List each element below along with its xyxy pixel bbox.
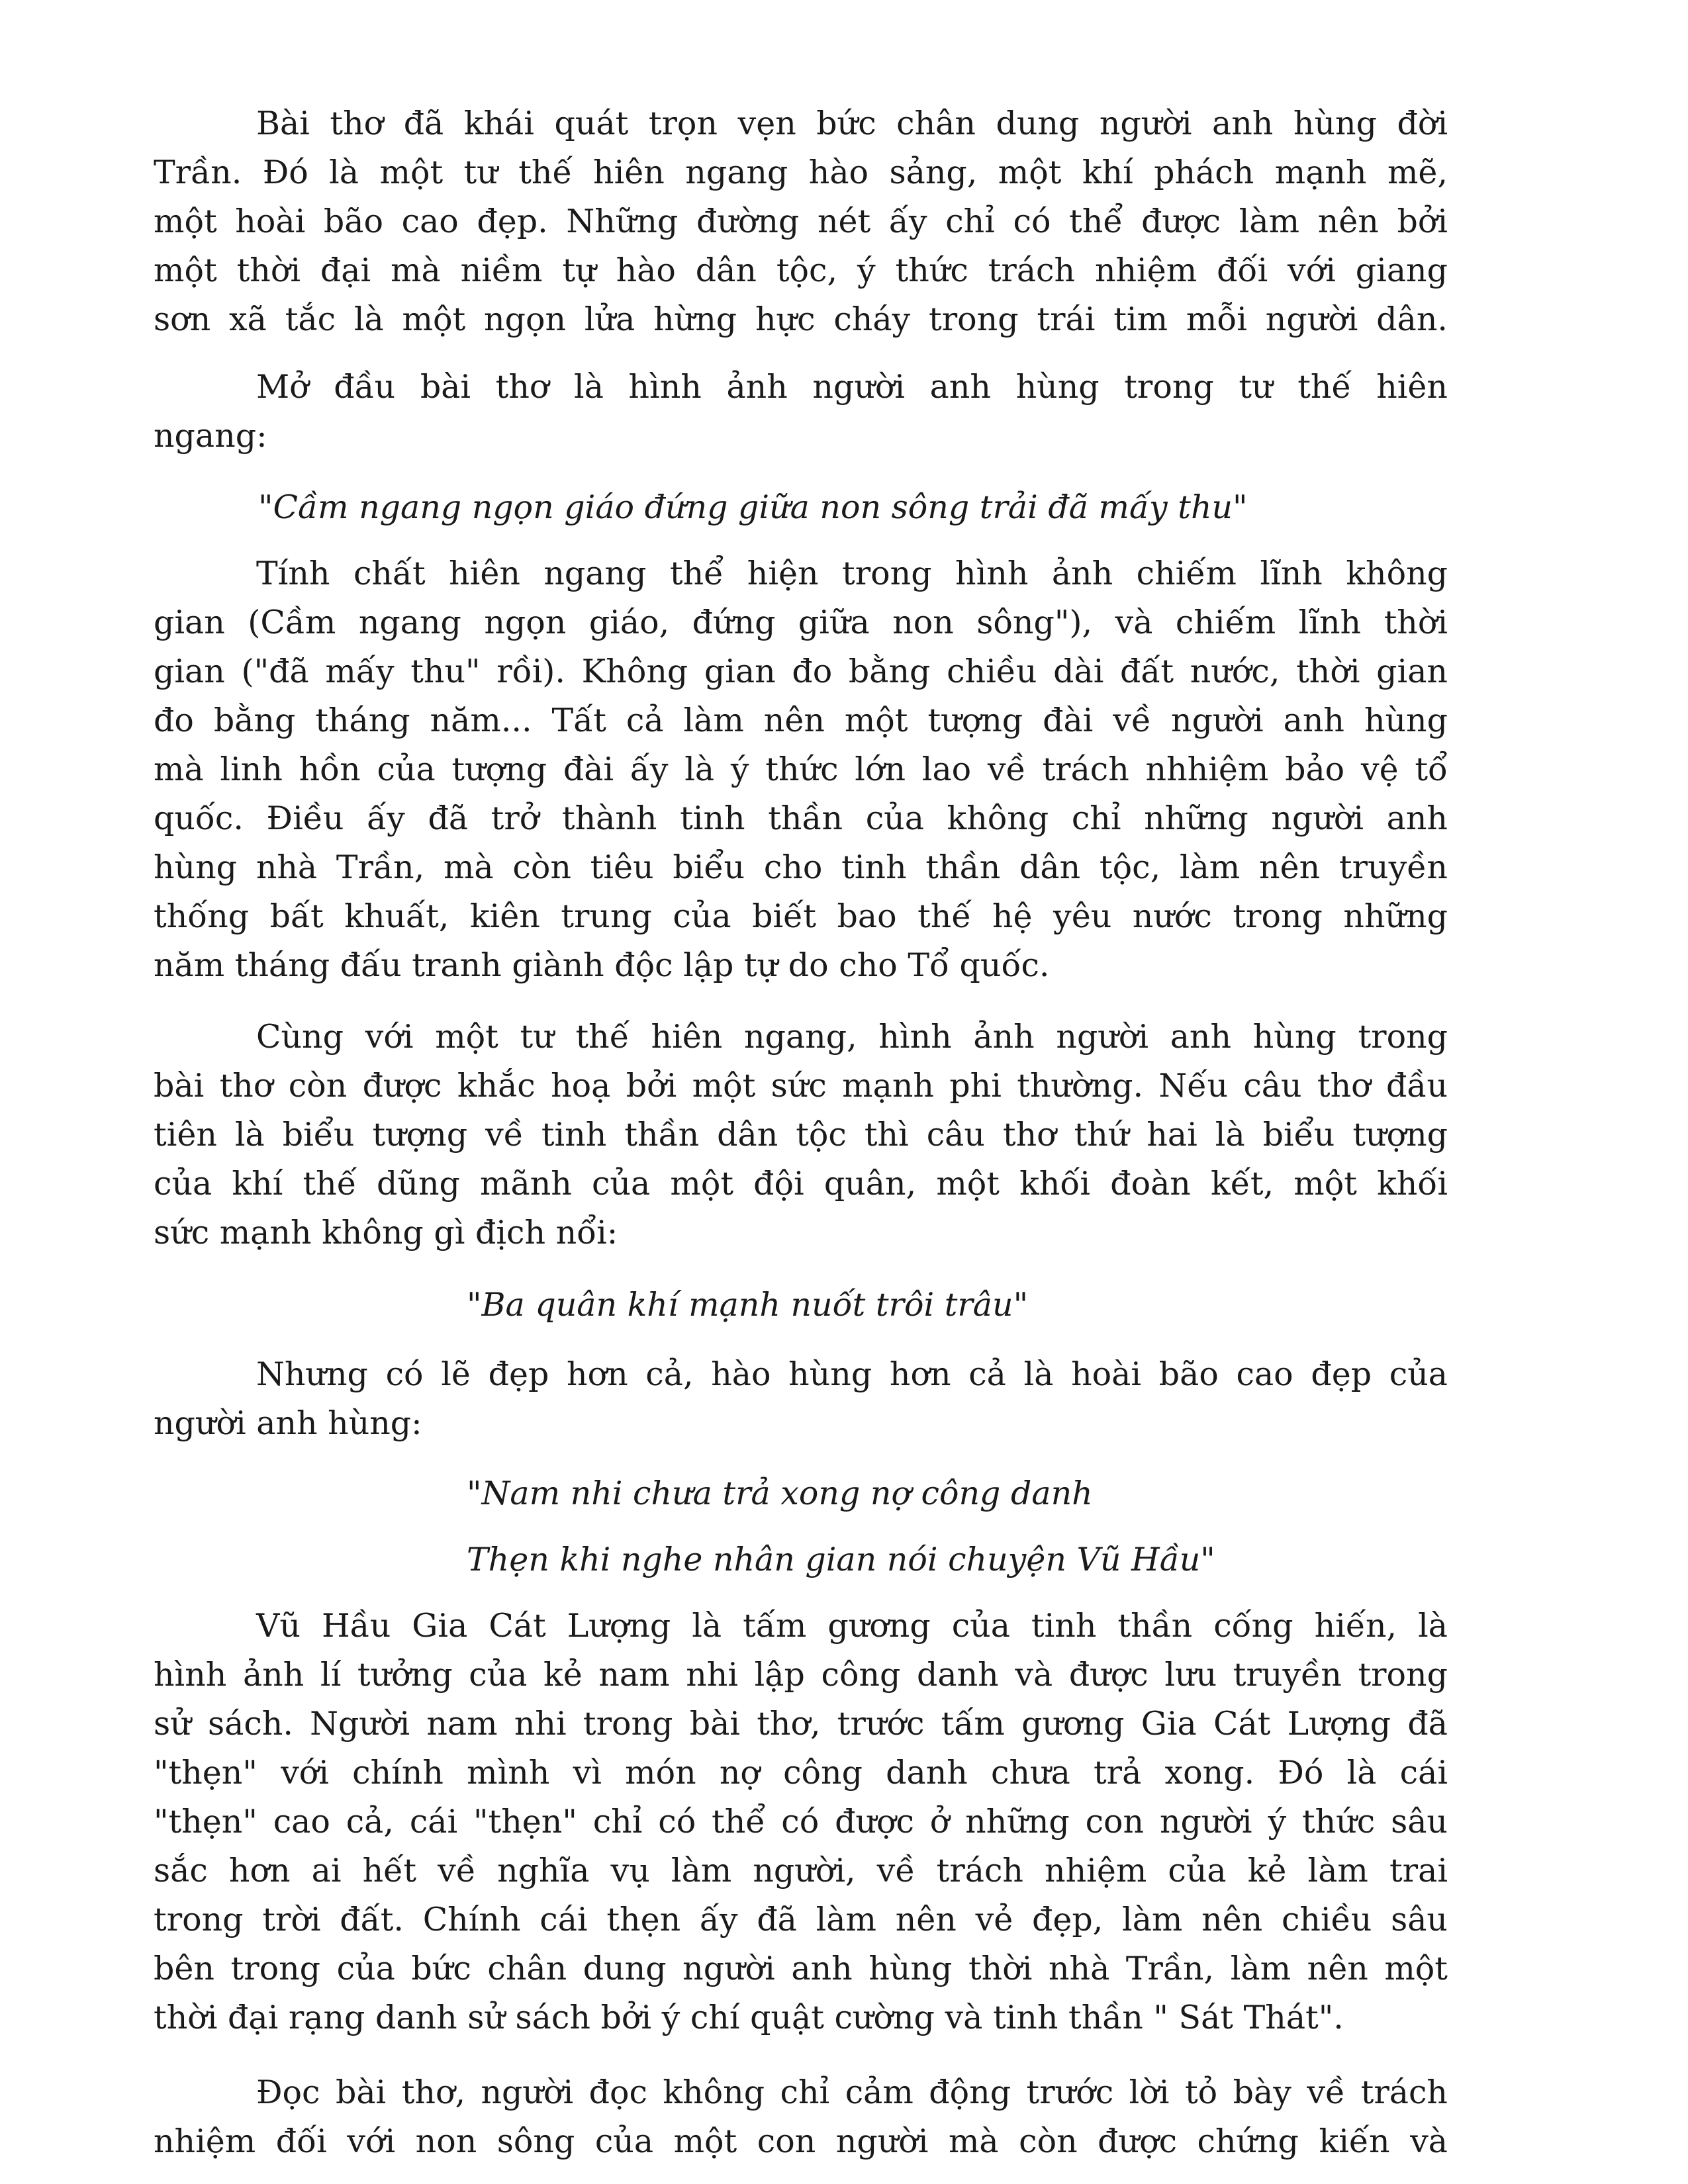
poem-quote-3b: Thẹn khi nghe nhân gian nói chuyện Vũ Hầu" (467, 1541, 1215, 1578)
text-line: người anh hùng: (154, 1404, 422, 1442)
text-line: hùng nhà Trần, mà còn tiêu biểu cho tinh thần dân tộc, làm nên truyền (154, 848, 1448, 886)
text-line: một hoài bão cao đẹp. Những đường nét ấy chỉ có thể được làm nên bởi (154, 203, 1448, 240)
paragraph-3 (154, 549, 1448, 990)
paragraph-5 (154, 1350, 1448, 1448)
poem-quote-2: "Ba quân khí mạnh nuốt trôi trâu" (467, 1286, 1029, 1324)
poem-quote-1: "Cầm ngang ngọn giáo đứng giữa non sông trải đã mấy thu" (258, 488, 1248, 526)
text-line: trong trời đất. Chính cái thẹn ấy đã làm nên vẻ đẹp, làm nên chiều sâu (154, 1901, 1448, 1938)
text-line: nhiệm đối với non sông của một con người mà còn được chứng kiến và (154, 2122, 1448, 2160)
text-line: tiên là biểu tượng về tinh thần dân tộc thì câu thơ thứ hai là biểu tượng (154, 1116, 1448, 1154)
text-line: đo bằng tháng năm... Tất cả làm nên một tượng đài về người anh hùng (154, 702, 1448, 739)
text-line: mà linh hồn của tượng đài ấy là ý thức lớn lao về trách nhhiệm bảo vệ tổ (154, 751, 1448, 788)
text-line: bài thơ còn được khắc hoạ bởi một sức mạnh phi thường. Nếu câu thơ đầu (154, 1067, 1448, 1105)
paragraph-2 (154, 363, 1448, 461)
text-line: bên trong của bức chân dung người anh hùng thời nhà Trần, làm nên một (154, 1950, 1448, 1987)
text-line: năm tháng đấu tranh giành độc lập tự do cho Tổ quốc. (154, 946, 1050, 984)
text-line: Tính chất hiên ngang thể hiện trong hình ảnh chiếm lĩnh không (256, 555, 1448, 592)
text-line: sức mạnh không gì địch nổi: (154, 1214, 618, 1251)
paragraph-4 (154, 1013, 1448, 1257)
text-line: Trần. Đó là một tư thế hiên ngang hào sảng, một khí phách mạnh mẽ, (154, 154, 1448, 191)
paragraph-6 (154, 1602, 1448, 2042)
text-line: "thẹn" cao cả, cái "thẹn" chỉ có thể có được ở những con người ý thức sâu (154, 1803, 1448, 1841)
text-line: một thời đại mà niềm tự hào dân tộc, ý thức trách nhiệm đối với giang (154, 251, 1448, 289)
text-line: ngang: (154, 417, 267, 455)
text-line: Cùng với một tư thế hiên ngang, hình ảnh người anh hùng trong (256, 1018, 1448, 1056)
text-line: sử sách. Người nam nhi trong bài thơ, trước tấm gương Gia Cát Lượng đã (154, 1705, 1448, 1743)
text-line: Bài thơ đã khái quát trọn vẹn bức chân dung người anh hùng đời (256, 105, 1448, 142)
text-line: thời đại rạng danh sử sách bởi ý chí quật cường và tinh thần " Sát Thát". (154, 1999, 1344, 2036)
text-line: gian (Cầm ngang ngọn giáo, đứng giữa non sông"), và chiếm lĩnh thời (154, 604, 1448, 641)
text-line: của khí thế dũng mãnh của một đội quân, một khối đoàn kết, một khối (154, 1165, 1448, 1203)
text-line: gian ("đã mấy thu" rồi). Không gian đo bằng chiều dài đất nước, thời gian (154, 653, 1448, 690)
text-line: thống bất khuất, kiên trung của biết bao thế hệ yêu nước trong những (154, 897, 1448, 935)
text-line: Nhưng có lẽ đẹp hơn cả, hào hùng hơn cả là hoài bão cao đẹp của (256, 1355, 1448, 1393)
text-line: hình ảnh lí tưởng của kẻ nam nhi lập công danh và được lưu truyền trong (154, 1656, 1448, 1694)
text-line: sắc hơn ai hết về nghĩa vụ làm người, về trách nhiệm của kẻ làm trai (154, 1852, 1448, 1889)
poem-quote-3a: "Nam nhi chưa trả xong nợ công danh (467, 1475, 1093, 1512)
text-line: Vũ Hầu Gia Cát Lượng là tấm gương của tinh thần cống hiến, là (256, 1607, 1448, 1645)
text-line: sơn xã tắc là một ngọn lửa hừng hực cháy trong trái tim mỗi người dân. (154, 300, 1448, 338)
text-line: Mở đầu bài thơ là hình ảnh người anh hùng trong tư thế hiên (256, 368, 1448, 406)
paragraph-7 (154, 2068, 1448, 2166)
text-line: quốc. Điều ấy đã trở thành tinh thần của không chỉ những người anh (154, 799, 1448, 837)
text-line: "thẹn" với chính mình vì món nợ công danh chưa trả xong. Đó là cái (154, 1754, 1448, 1792)
paragraph-1 (154, 99, 1448, 344)
text-line: Đọc bài thơ, người đọc không chỉ cảm động trước lời tỏ bày về trách (256, 2073, 1448, 2111)
